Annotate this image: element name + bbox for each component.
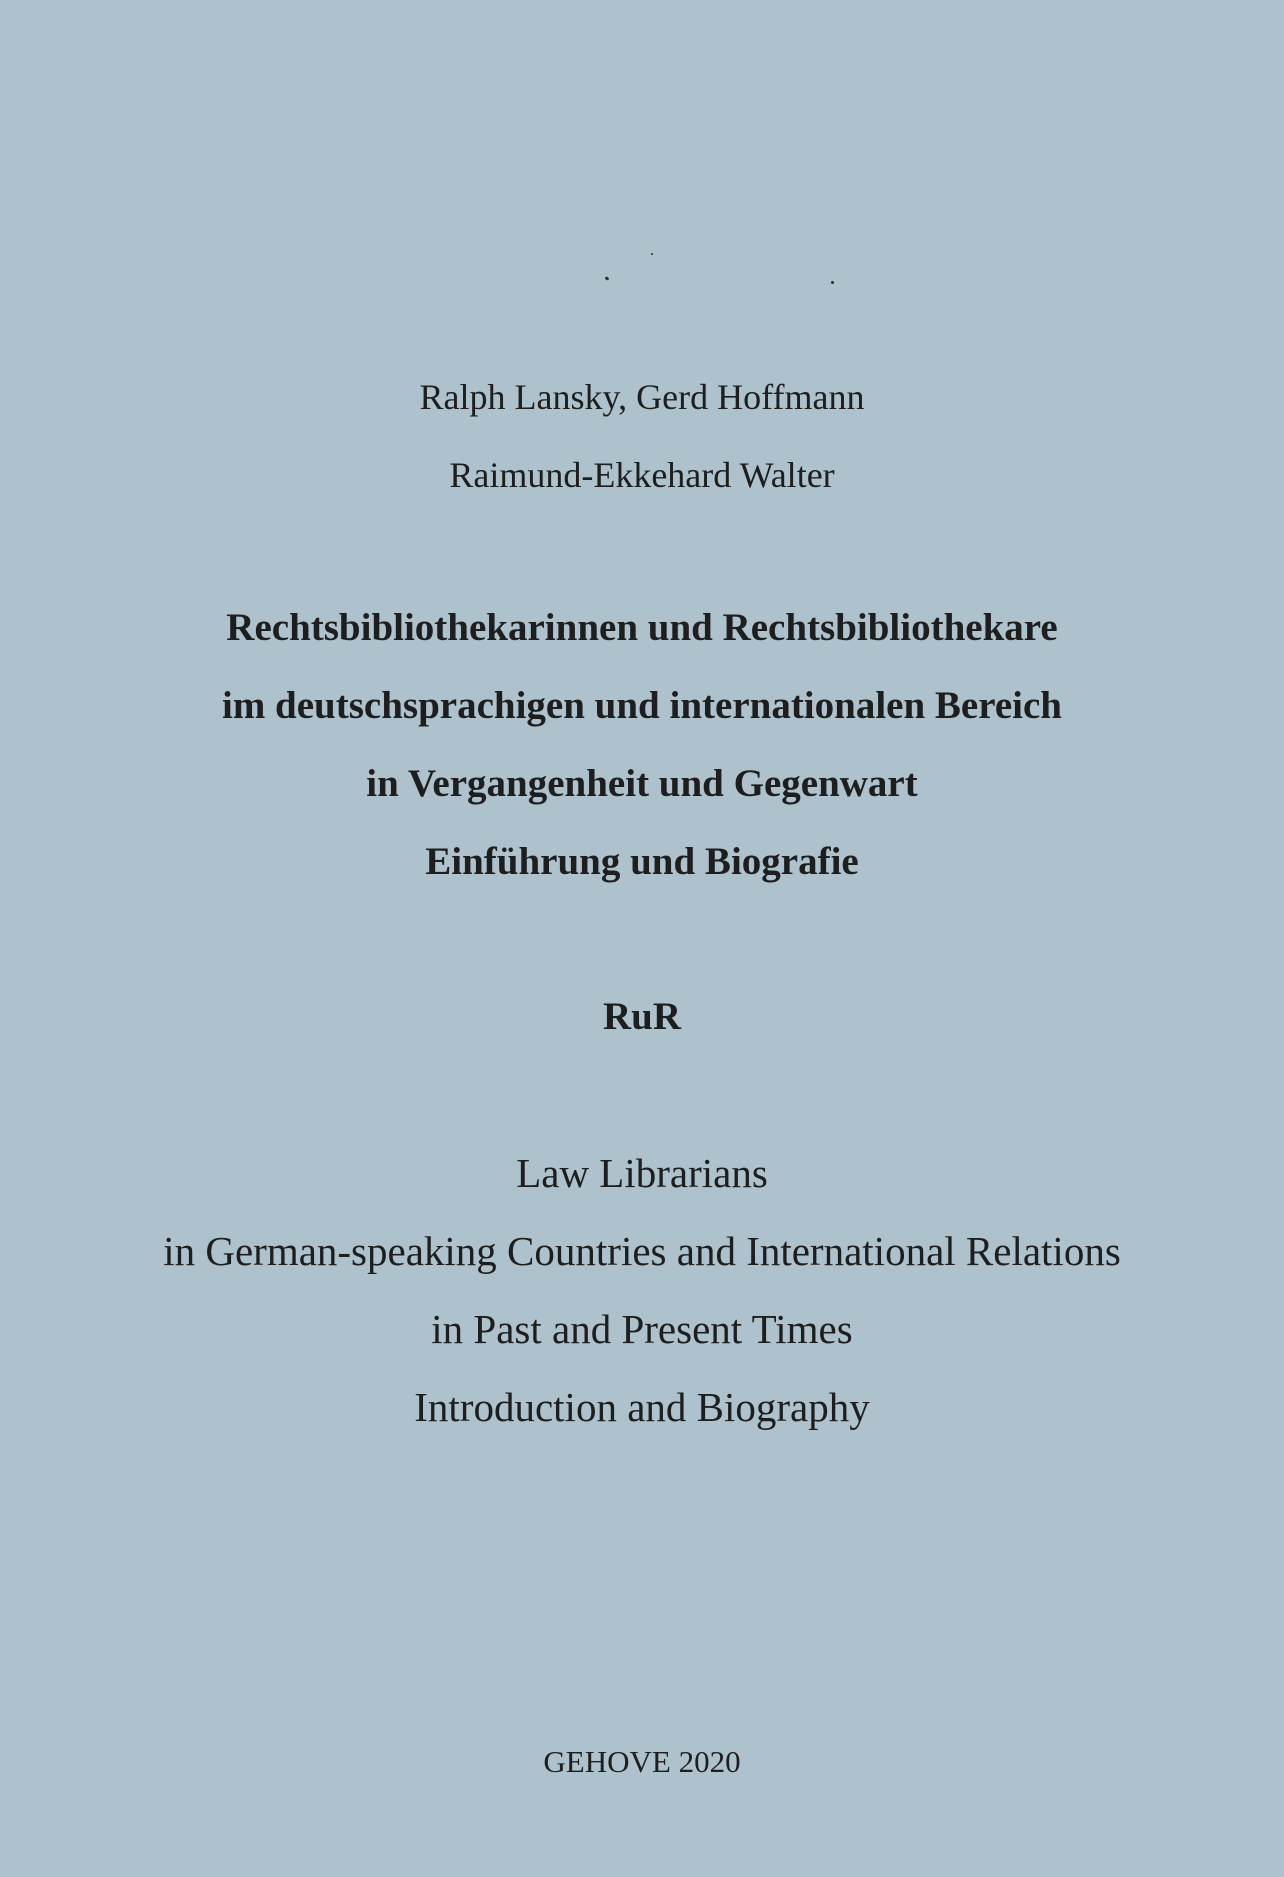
- english-title-line-2: in German-speaking Countries and International Relations: [163, 1228, 1121, 1274]
- series-abbreviation: RuR: [602, 995, 682, 1038]
- english-title-line-4: Introduction and Biography: [414, 1384, 870, 1430]
- speck-mark: [651, 253, 653, 255]
- german-title-line-2: im deutschsprachigen und internationalen Bereich: [221, 684, 1062, 727]
- speck-mark: [831, 281, 834, 284]
- speck-mark: [605, 276, 610, 281]
- author-line-2: Raimund-Ekkehard Walter: [449, 455, 835, 495]
- publisher-imprint: GEHOVE 2020: [543, 1744, 741, 1779]
- author-line-1: Ralph Lansky, Gerd Hoffmann: [419, 377, 865, 417]
- german-title-line-1: Rechtsbibliothekarinnen und Rechtsbibliothekare: [226, 606, 1058, 649]
- english-title-line-3: in Past and Present Times: [431, 1306, 853, 1352]
- german-title-line-4: Einführung und Biografie: [425, 840, 859, 883]
- german-title-line-3: in Vergangenheit und Gegenwart: [366, 762, 918, 805]
- english-title-line-1: Law Librarians: [516, 1150, 768, 1196]
